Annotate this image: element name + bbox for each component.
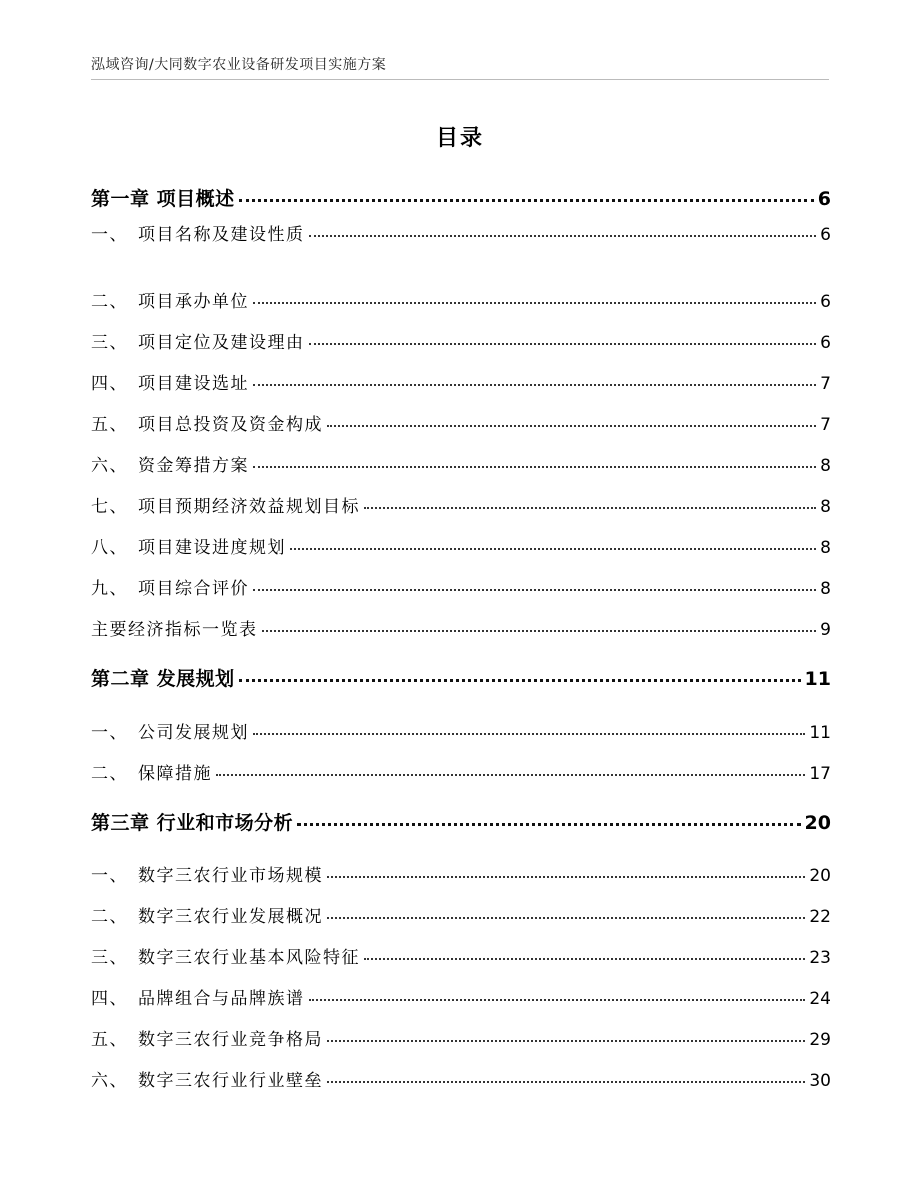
toc-chapter[interactable] — [91, 664, 831, 691]
toc-section[interactable] — [91, 328, 831, 353]
toc-section[interactable] — [91, 718, 831, 743]
toc-section[interactable] — [91, 615, 831, 640]
toc-page-number: 17 — [809, 764, 831, 784]
page-header: 泓域咨询/大同数字农业设备研发项目实施方案 — [91, 57, 387, 73]
toc-dot-leader — [253, 733, 805, 735]
toc-dot-leader — [239, 679, 801, 682]
toc-dot-leader — [327, 425, 816, 427]
toc-entry-label: 第三章 行业和市场分析 — [91, 812, 294, 834]
toc-page-number: 23 — [809, 948, 831, 968]
toc-entry-label: 六、 资金筹措方案 — [91, 456, 249, 476]
header-divider — [91, 79, 829, 80]
toc-page-number: 6 — [817, 188, 831, 210]
toc-section[interactable] — [91, 574, 831, 599]
toc-dot-leader — [309, 235, 817, 237]
toc-page-number: 6 — [820, 292, 831, 312]
toc-entry-label: 六、 数字三农行业行业壁垒 — [91, 1071, 323, 1091]
toc-page-number: 8 — [820, 538, 831, 558]
toc-entry-label: 一、 公司发展规划 — [91, 723, 249, 743]
toc-section[interactable] — [91, 943, 831, 968]
toc-page-number: 6 — [820, 225, 831, 245]
toc-dot-leader — [262, 630, 817, 632]
toc-entry-label: 第一章 项目概述 — [91, 188, 235, 210]
toc-page-number: 8 — [820, 456, 831, 476]
toc-page-number: 7 — [820, 415, 831, 435]
toc-entry-label: 二、 保障措施 — [91, 764, 212, 784]
toc-page-number: 6 — [820, 333, 831, 353]
toc-entry-label: 三、 项目定位及建设理由 — [91, 333, 305, 353]
toc-entry-label: 九、 项目综合评价 — [91, 579, 249, 599]
toc-page-number: 24 — [809, 989, 831, 1009]
toc-section[interactable] — [91, 984, 831, 1009]
toc-dot-leader — [253, 302, 816, 304]
toc-entry-label: 四、 品牌组合与品牌族谱 — [91, 989, 305, 1009]
toc-title: 目录 — [435, 126, 484, 151]
toc-dot-leader — [364, 507, 816, 509]
toc-section[interactable] — [91, 1025, 831, 1050]
toc-page-number: 29 — [809, 1030, 831, 1050]
toc-entry-label: 五、 数字三农行业竞争格局 — [91, 1030, 323, 1050]
toc-page-number: 11 — [804, 668, 831, 690]
toc-entry-label: 二、 数字三农行业发展概况 — [91, 907, 323, 927]
toc-entry-label: 二、 项目承办单位 — [91, 292, 249, 312]
toc-page-number: 8 — [820, 579, 831, 599]
toc-section[interactable] — [91, 369, 831, 394]
toc-dot-leader — [239, 199, 814, 202]
toc-dot-leader — [327, 1081, 805, 1083]
toc-dot-leader — [327, 917, 805, 919]
toc-dot-leader — [253, 384, 816, 386]
toc-dot-leader — [297, 823, 800, 826]
toc-section[interactable] — [91, 287, 831, 312]
toc-section[interactable] — [91, 861, 831, 886]
toc-entry-label: 主要经济指标一览表 — [91, 620, 258, 640]
toc-entry-label: 一、 项目名称及建设性质 — [91, 225, 305, 245]
toc-dot-leader — [364, 958, 805, 960]
toc-section[interactable] — [91, 220, 831, 245]
toc-dot-leader — [327, 876, 805, 878]
toc-section[interactable] — [91, 759, 831, 784]
toc-section[interactable] — [91, 1066, 831, 1091]
toc-dot-leader — [309, 343, 817, 345]
toc-page-number: 20 — [804, 812, 831, 834]
toc-dot-leader — [309, 999, 806, 1001]
toc-page-number: 20 — [809, 866, 831, 886]
toc-page-number: 22 — [809, 907, 831, 927]
toc-entry-label: 七、 项目预期经济效益规划目标 — [91, 497, 360, 517]
toc-section[interactable] — [91, 451, 831, 476]
toc-dot-leader — [290, 548, 816, 550]
toc-section[interactable] — [91, 902, 831, 927]
toc-section[interactable] — [91, 492, 831, 517]
toc-dot-leader — [216, 774, 805, 776]
toc-entry-label: 三、 数字三农行业基本风险特征 — [91, 948, 360, 968]
toc-section[interactable] — [91, 410, 831, 435]
toc-page-number: 8 — [820, 497, 831, 517]
toc-entry-label: 一、 数字三农行业市场规模 — [91, 866, 323, 886]
toc-page-number: 30 — [809, 1071, 831, 1091]
toc-chapter[interactable] — [91, 184, 831, 211]
toc-page-number: 7 — [820, 374, 831, 394]
toc-chapter[interactable] — [91, 808, 831, 835]
toc-entry-label: 第二章 发展规划 — [91, 668, 235, 690]
toc-entry-label: 四、 项目建设选址 — [91, 374, 249, 394]
toc-section[interactable] — [91, 533, 831, 558]
toc-dot-leader — [253, 589, 816, 591]
toc-page-number: 11 — [809, 723, 831, 743]
toc-entry-label: 五、 项目总投资及资金构成 — [91, 415, 323, 435]
toc-page-number: 9 — [820, 620, 831, 640]
toc-dot-leader — [327, 1040, 805, 1042]
toc-dot-leader — [253, 466, 816, 468]
toc-entry-label: 八、 项目建设进度规划 — [91, 538, 286, 558]
